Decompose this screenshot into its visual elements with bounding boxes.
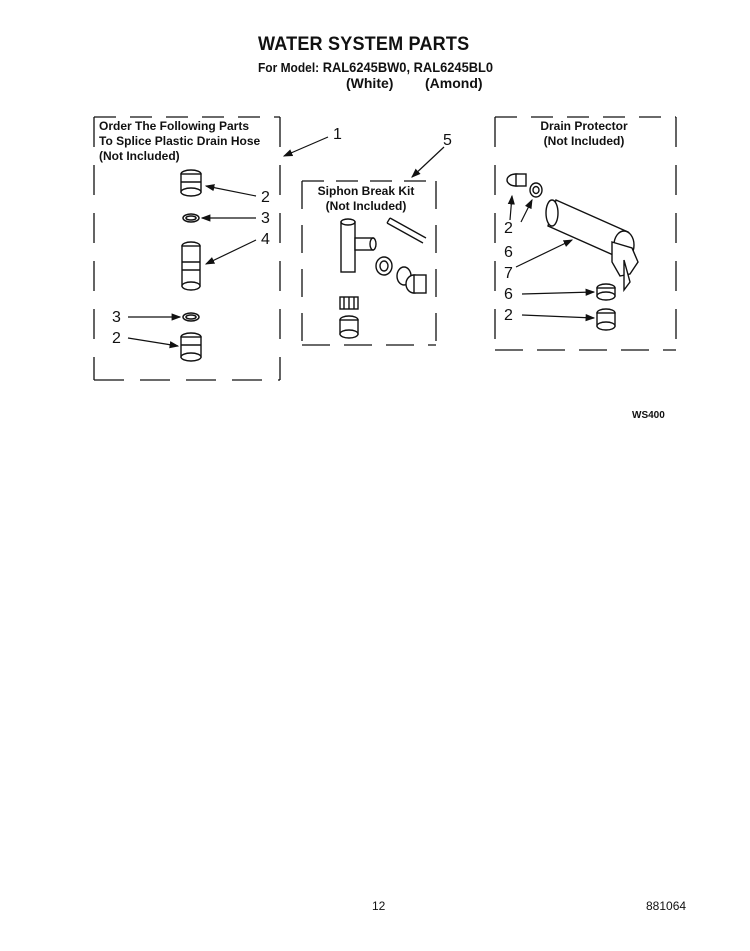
tie-strap — [387, 218, 426, 243]
page-title: WATER SYSTEM PARTS — [258, 34, 470, 55]
hose-splice-line3: (Not Included) — [99, 149, 180, 163]
siphon-break-label — [314, 184, 418, 214]
protector-nut-small — [530, 183, 542, 197]
hose-splice-line2: To Splice Plastic Drain Hose — [99, 134, 261, 148]
drain-protector-line1: Drain Protector — [540, 119, 628, 133]
callout-2-protector-bottom: 2 — [504, 307, 513, 324]
siphon-break-line2: (Not Included) — [325, 199, 407, 213]
adapter-part-bottom — [181, 333, 201, 361]
model-numbers: RAL6245BW0, RAL6245BL0 — [322, 59, 494, 75]
callout-7: 7 — [504, 265, 513, 282]
siphon-tee — [341, 219, 376, 272]
clamp-ring-bottom — [183, 313, 199, 321]
protector-cap-small — [507, 174, 526, 186]
callout-2-protector-top: 2 — [504, 220, 513, 237]
diagram-code: WS400 — [632, 410, 665, 421]
callout-3-bottom: 3 — [112, 309, 121, 326]
siphon-nut-lower — [340, 297, 358, 309]
hose-splice-line1: Order The Following Parts — [99, 119, 250, 133]
siphon-break-line1: Siphon Break Kit — [317, 184, 415, 198]
document-number: 881064 — [646, 899, 687, 913]
page-number: 12 — [372, 899, 386, 913]
color-almond: (Amond) — [425, 75, 483, 91]
drain-protector-label — [528, 119, 640, 149]
drain-protector-line2: (Not Included) — [543, 134, 625, 148]
callout-2-bottom: 2 — [112, 330, 121, 347]
hose-splice-label — [99, 119, 260, 164]
connector-tube — [182, 242, 200, 290]
protector-nut-large — [597, 284, 615, 300]
color-white: (White) — [346, 75, 394, 91]
siphon-nut — [376, 257, 392, 275]
callout-6-top: 6 — [504, 244, 513, 261]
siphon-coupling — [406, 275, 426, 293]
callout-5: 5 — [443, 132, 452, 149]
siphon-cap — [340, 316, 358, 338]
protector-cap-large — [597, 309, 615, 330]
drain-protector-body — [546, 200, 638, 290]
callout-2-top: 2 — [261, 189, 270, 206]
callout-6-bottom: 6 — [504, 286, 513, 303]
model-label: For Model: — [258, 60, 320, 75]
callout-1: 1 — [333, 126, 342, 143]
callout-3-top: 3 — [261, 210, 270, 227]
adapter-part-top — [181, 170, 201, 196]
clamp-ring-top — [183, 214, 199, 222]
callout-4: 4 — [261, 231, 270, 248]
